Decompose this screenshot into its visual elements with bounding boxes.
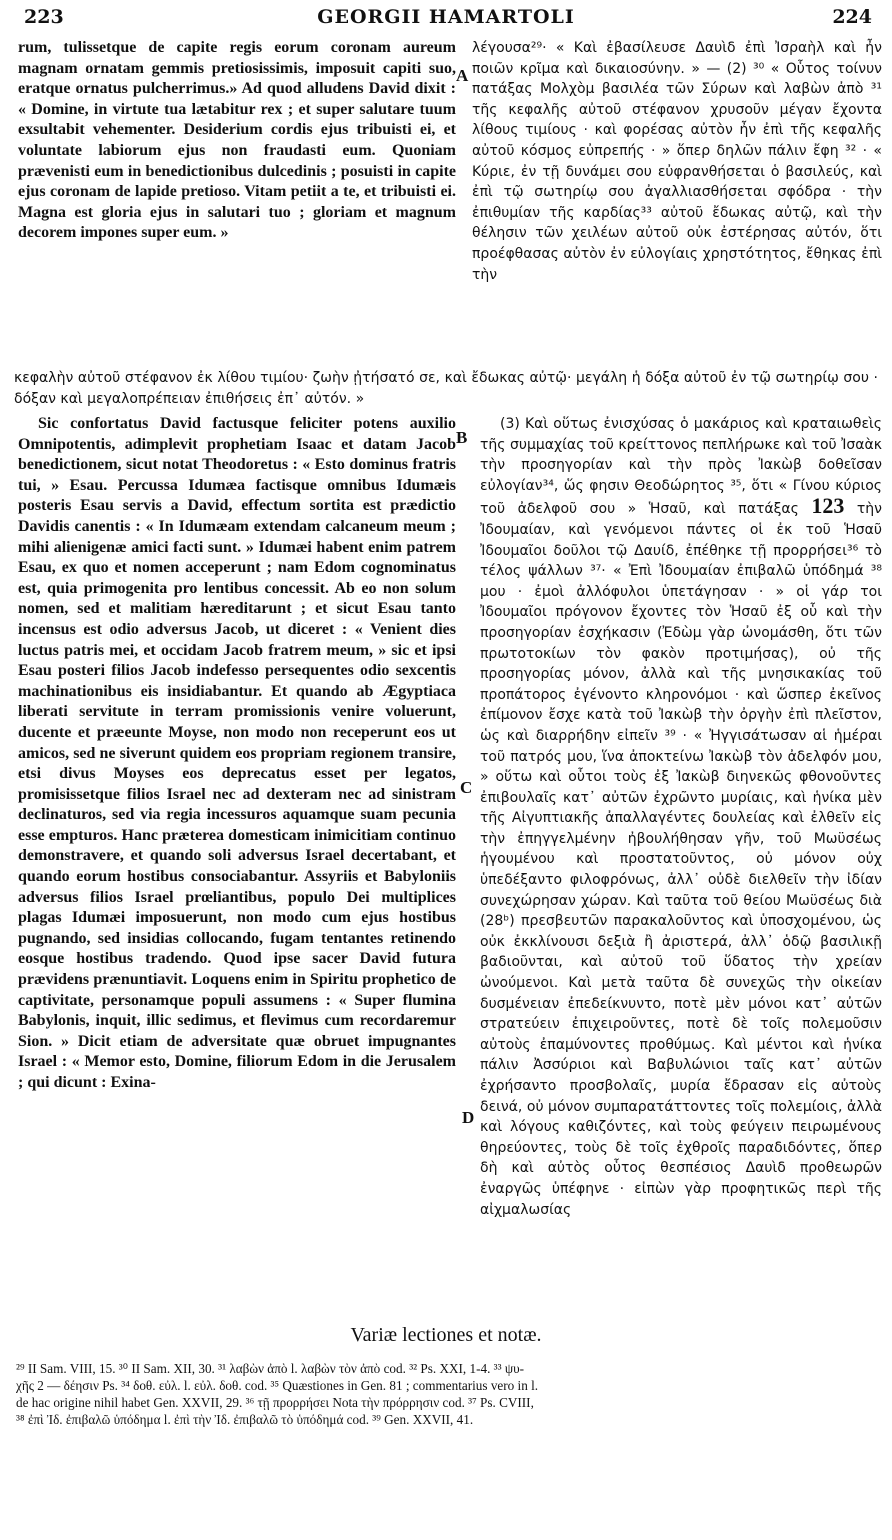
- greek-text-b-part1: (3) Καὶ οὕτως ἐνισχύσας ὁ μακάριος καὶ κραταιωθεὶς τῆς συμμαχίας τοῦ κρείττονος πεπλήρωκε καὶ τοῦ Ἰσαὰκ τὴν προσηγορίαν καὶ τὴν πρὸς Ἰακὼβ δοθεῖσαν εὐλογίαν³⁴, ὥς φησιν Θεοδώρητος ³⁵, ὅτι « Γίνου κύριος τοῦ ἀδελφοῦ σου » Ἡσαῦ, καὶ πατάξας: [480, 416, 882, 518]
- greek-full-text: κεφαλὴν αὐτοῦ στέφανον ἐκ λίθου τιμίου· ζωὴν ᾐτήσατό σε, καὶ ἔδωκας αὐτῷ· μεγάλη ἡ δόξα αὐτοῦ ἐν τῷ σωτηρίῳ σου · δόξαν καὶ μεγαλοπρέπειαν ἐπιθήσεις ἐπ᾽ αὐτόν. »: [14, 370, 878, 407]
- greek-text-b: [480, 414, 882, 1220]
- page-number-right: 224: [832, 6, 872, 28]
- greek-column-b: [480, 414, 882, 1220]
- margin-marker-c: C: [460, 778, 473, 797]
- footnote-line: χῆς 2 — δέησιν Ps. ³⁴ δοθ. εὐλ. l. εὐλ. δοθ. cod. ³⁵ Quæstiones in Gen. 81 ; commentarius vero in l.: [16, 1378, 539, 1393]
- page-header: [12, 6, 880, 34]
- greek-column-a: [472, 38, 882, 285]
- margin-marker-a: A: [456, 66, 469, 85]
- footnote-line: de hac origine nihil habet Gen. XXVII, 29. ³⁶ τῇ προρρήσει Nota τὴν πρόρρησιν cod. ³⁷ Ps. CVIII,: [16, 1395, 534, 1410]
- footnote-line: ³⁸ ἐπὶ Ἰδ. ἐπιβαλῶ ὑπόδημα l. ἐπὶ τὴν Ἰδ. ἐπιβαλῶ τὸ ὑπόδημά cod. ³⁹ Gen. XXVII, 41.: [16, 1412, 474, 1427]
- variae-heading: Variæ lectiones et notæ.: [350, 1324, 542, 1346]
- running-title: GEORGII HAMARTOLI: [317, 6, 575, 28]
- column-number: 123: [811, 493, 845, 519]
- greek-text-a: λέγουσα²⁹· « Καὶ ἐβασίλευσε Δαυὶδ ἐπὶ Ἰσραὴλ καὶ ἦν ποιῶν κρῖμα καὶ δικαιοσύνην. » — (2) ³⁰ « Οὗτος τοίνυν πατάξας Μολχὸμ βασιλέα τῶν Σύρων καὶ λαβὼν ἀπὸ ³¹ τῆς κεφαλῆς αὐτοῦ στέφανον χρυσοῦν μέγαν ἔχοντα λίθους τιμίους · καὶ φορέσας αὐτὸν ἦν ἐπὶ τῆς κεφαλῆς αὐτοῦ κόσμος εὐπρεπής · » ὅπερ δηλῶν πάλιν ἔφη ³² · « Κύριε, ἐν τῇ δυνάμει σου εὐφρανθήσεται ὁ βασιλεύς, καὶ ἐπὶ τῷ σωτηρίῳ σου ἀγαλλιασθήσεται σφόδρα · τὴν ἐπιθυμίαν τῆς καρδίας³³ αὐτοῦ ἔδωκας αὐτῷ, καὶ τὴν θέλησιν τῶν χειλέων αὐτοῦ οὐκ ἐστέρησας αὐτόν, ὅτι προέφθασας αὐτὸν ἐν εὐλογίαις χρηστότητος, ἔθηκας ἐπὶ τὴν: [472, 40, 882, 283]
- footnotes: [16, 1360, 878, 1428]
- latin-column-a: [18, 38, 456, 244]
- latin-text-a: rum, tulissetque de capite regis eorum coronam aureum magnam ornatam gemmis pretiosissimis, imposuit capiti suo, eratque ornatus pulcherrimus.» Ad quod alludens David dixit : « Domine, in virtute tua lætabitur rex ; et super salutare tuum exsultabit vehementer. Desiderium cordis ejus tribuisti ei, et voluntate labiorum ejus non fraudasti eum. Quoniam prævenisti eum in benedictionibus dulcedinis ; posuisti in capite ejus coronam de lapide pretioso. Vitam petiit a te, et tribuisti ei. Magna est gloria ejus in salutari tuo ; gloriam et magnum decorem impones super eum. »: [18, 39, 456, 242]
- greek-full-width-line: [14, 368, 878, 409]
- margin-marker-d: D: [462, 1108, 475, 1127]
- footnote-line: ²⁹ II Sam. VIII, 15. ³⁰ II Sam. XII, 30. ³¹ λαβὼν ἀπὸ l. λαβὼν τὸν ἀπὸ cod. ³² Ps. XXI, 1-4. ³³ ψυ-: [16, 1361, 525, 1376]
- greek-text-b-part2: τὴν Ἰδουμαίαν, καὶ γενόμενοι πάντες οἱ ἐκ τοῦ Ἡσαῦ Ἰδουμαῖοι δοῦλοι τῷ Δαυίδ, ἐπέθηκε τῇ προρρήσει³⁶ τὸ τέλος ψάλλων ³⁷· « Ἐπὶ Ἰδουμαίαν ἐπιβαλῶ ὑπόδημά ³⁸ μου · ἐμοὶ ἀλλόφυλοι ὑπετάγησαν · » οἱ γάρ τοι Ἰδουμαῖοι πρόγονον ἔχοντες τὸν Ἡσαῦ ἐξ οὗ καὶ τὴν προσηγορίαν ἐσχήκασιν (Ἐδὼμ γὰρ ὠνομάσθη, ὅτι τῶν πρωτοτοκίων τὸν φακὸν προτιμήσας), οὐ τῆς προσηγορίας μόνον, ἀλλὰ καὶ τῆς μνησικακίας τοῦ προπάτορος ἐγένοντο κληρονόμοι · καὶ ὥσπερ ἐκεῖνος ἐπίμονον ἔσχε κατὰ τοῦ Ἰακὼβ τὴν ὀργὴν ἐπὶ πλεῖστον, ὡς καὶ διαρρήδην εἰπεῖν ³⁹ · « Ἠγγισάτωσαν αἱ ἡμέραι τοῦ πατρός μου, ἵνα ἀποκτείνω Ἰακὼβ τὸν ἀδελφόν μου, » οὕτω καὶ οὗτοι τοὺς ἐξ Ἰακὼβ διηνεκῶς φθονοῦντες ἐπιβουλαῖς κατ᾽ αὐτῶν ἐχρῶντο μυρίαις, καὶ ἡνίκα μὲν τῆς Αἰγυπτιακῆς ἀπαλλαγέντες δουλείας καὶ ἐλθεῖν εἰς τὴν ἐπηγγελμένην ἠβουλήθησαν γῆν, τοῦ Μωϋσέως ἡγουμένου καὶ προστατοῦντος, οὐ μόνον οὐχ ὑπεδέξαντο φιλοφρόνως, ἀλλ᾽ οὐδὲ διελθεῖν τὴν ἰδίαν συνεχώρησαν χώραν. Καὶ ταῦτα τοῦ θείου Μωϋσέως διὰ (28ᵇ) πρεσβευτῶν παρακαλοῦντος καὶ ὑποσχομένου, ὡς οὐκ ἐκκλίνουσι δεξιὰ ἢ ἀριστερά, ἀλλ᾽ ὁδῷ βασιλικῇ βαδιοῦνται, καὶ αὐτοῦ τοῦ ὕδατος τὴν χρείαν ὠνούμενοι. Καὶ μετὰ ταῦτα δὲ συνεχῶς τὴν οἰκείαν δυσμένειαν ἐπεδείκνυντο, ποτὲ μὲν μόνοι κατ᾽ αὐτῶν στρατεύειν ἐπιχειροῦντες, ποτὲ δὲ τοῖς πολεμοῦσιν αὐτοὺς ἐπαμύνοντες προθύμως. Καὶ μέντοι καὶ ἡνίκα πάλιν Ἀσσύριοι καὶ Βαβυλώνιοι ταῖς κατ᾽ αὐτῶν ἐχρήσαντο προσβολαῖς, μυρία ἔδρασαν εἰς αὐτοὺς δεινά, οὐ μόνον συμπαρατάττοντες τοῖς πολεμίοις, ἀλλὰ καὶ λόγους καθιζόντες, καὶ τοὺς φεύγειν πειρωμένους θηρεύοντες, τοὺς δὲ τοῖς ἐχθροῖς παραδιδόντες, ὅπερ δὴ καὶ αὐτὸς οὗτος θεσπέσιος Δαυὶδ προθεωρῶν ἐναργῶς ὑπέφηνε · εἰπὼν γὰρ προφητικῶς περὶ τῆς αἰχμαλωσίας: [480, 501, 882, 1218]
- latin-text-b: Sic confortatus David factusque feliciter potens auxilio Omnipotentis, adimplevit prophetiam Isaac et datam Jacob benedictionem, sicut notat Theodoretus : « Esto dominus fratris tui, » Esau. Percussa Idumæa factisque omnibus Idumæis posteris Esau servis a David, effectum sortita est prædictio Davidis canentis : « In Idumæam extendam calcaneum meum ; mihi alienigenæ amici facti sunt. » Idumæi habent enim patrem Esau, ex quo et nomen acceperunt ; nam Edom cognominatus est, quia primogenita pro lentibus concessit. Ab eo non solum nomen, sed et malitiam hæreditarunt ; et sicut Esau tanto incensus est odio adversus Jacob, ut diceret : « Venient dies luctus patris mei, et occidam Jacob fratrem meum, » sic et ipsi Esau posteri filios Jacob indefesso persequentes odio sexcentis machinationibus eis insidiabantur. Et quando ab Ægyptiaca liberati servitute in terram promissionis venire voluerunt, ducente et præeunte Moyse, non modo non receperunt eos ut amicos, sed ne siverunt quidem eos propriam regionem transire, etsi divus Moyses eos deprecatus esset per legatos, promisissetque filios Israel nec ad dexteram nec ad sinistram declinaturos, sed via regia incessuros aquamque suam pecunia esse empturos. Hanc præterea domesticam inimicitiam continuo demonstravere, et quando soli adversus Israel decertabant, et quando eorum hostibus consociabantur. Assyriis et Babyloniis adversus filios Israel prœliantibus, populo Dei multiplices plagas Idumæi imposuerunt, non modo cum ejus hostibus pugnando, sed insidias collocando, fugam tentantes retinendo eosque hostibus tradendo. Quod ipse sacer David futura prævidens prænuntiavit. Loquens enim in Spiritu prophetico de captivitate, personamque populi assumens : « Super flumina Babylonis, inquit, illic sedimus, et flevimus cum recordaremur Sion. » Dicit etiam de adversitate quæ obruet impugnantes Israel : « Memor esto, Domine, filiorum Edom in die Jerusalem ; qui dicunt : Exina-: [18, 415, 456, 1091]
- margin-marker-b: B: [456, 428, 468, 447]
- latin-column-b: [18, 414, 456, 1094]
- page-number-left: 223: [24, 6, 64, 28]
